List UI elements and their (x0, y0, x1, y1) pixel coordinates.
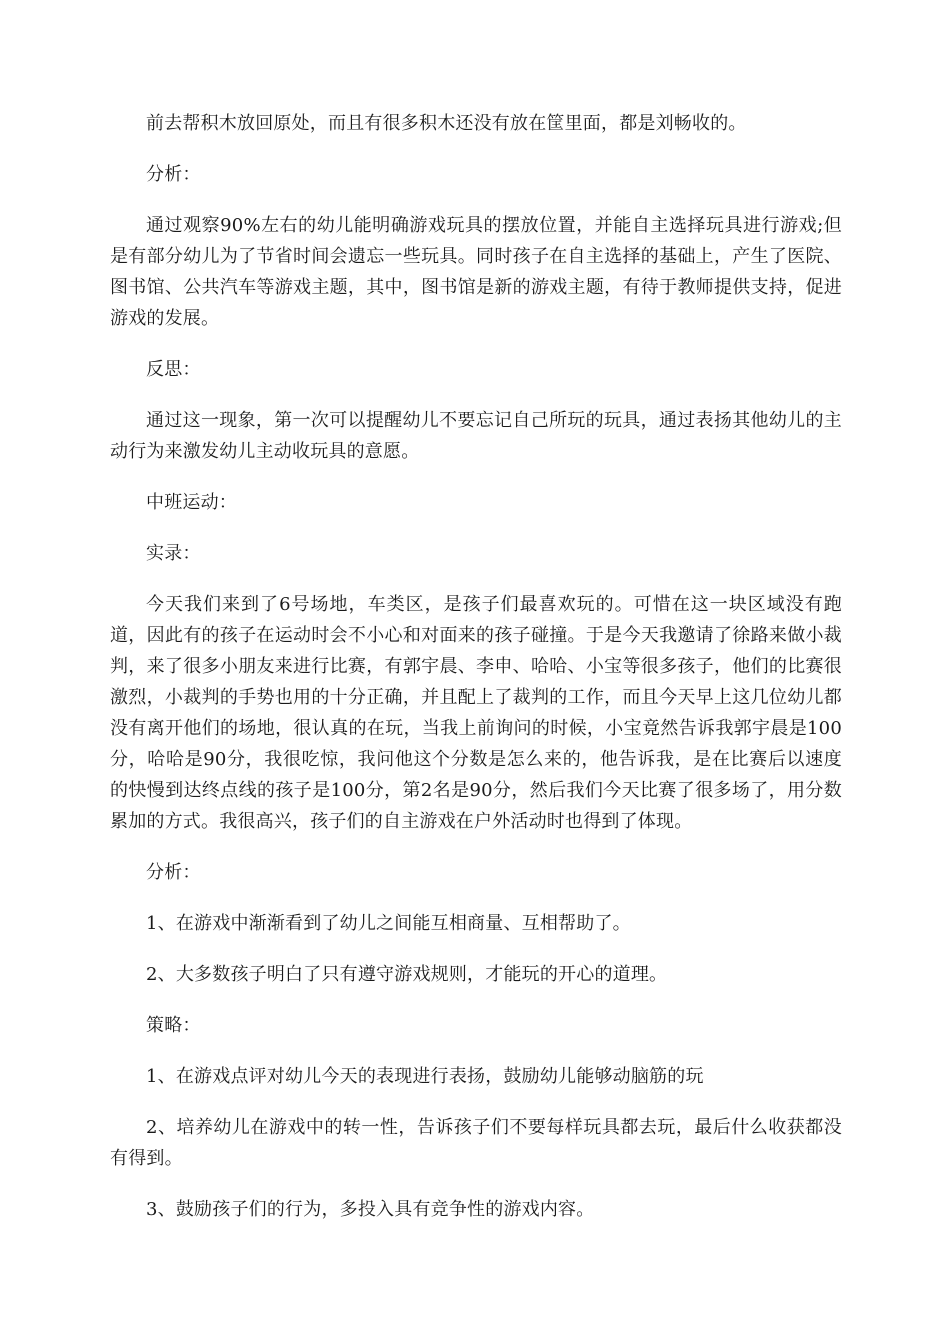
list-item-analysis-1: 1、在游戏中渐渐看到了幼儿之间能互相商量、互相帮助了。 (146, 913, 631, 934)
paragraph-reflection: 通过这一现象，第一次可以提醒幼儿不要忘记自己所玩的玩具，通过表扬其他幼儿的主动行为来激发幼儿主动收玩具的意愿。 (110, 410, 842, 462)
heading-record: 实录： (146, 543, 201, 564)
heading-strategy: 策略： (146, 1015, 201, 1036)
paragraph-continuation: 前去帮积木放回原处，而且有很多积木还没有放在筐里面，都是刘畅收的。 (146, 113, 747, 134)
paragraph-observation: 通过观察90%左右的幼儿能明确游戏玩具的摆放位置，并能自主选择玩具进行游戏;但是有部分幼儿为了节省时间会遗忘一些玩具。同时孩子在自主选择的基础上，产生了医院、图书馆、公共汽车等游戏主题，其中，图书馆是新的游戏主题，有待于教师提供支持，促进游戏的发展。 (110, 215, 842, 329)
heading-analysis-1: 分析： (146, 164, 201, 185)
heading-middle-class-sports: 中班运动： (146, 492, 237, 513)
heading-reflection: 反思： (146, 359, 201, 380)
paragraph-record: 今天我们来到了6号场地，车类区，是孩子们最喜欢玩的。可惜在这一块区域没有跑道，因此有的孩子在运动时会不小心和对面来的孩子碰撞。于是今天我邀请了徐路来做小裁判，来了很多小朋友来进行比赛，有郭宇晨、李申、哈哈、小宝等很多孩子，他们的比赛很激烈，小裁判的手势也用的十分正确，并且配上了裁判的工作，而且今天早上这几位幼儿都没有离开他们的场地，很认真的在玩，当我上前询问的时候，小宝竟然告诉我郭宇晨是100分，哈哈是90分，我很吃惊，我问他这个分数是怎么来的，他告诉我，是在比赛后以速度的快慢到达终点线的孩子是100分，第2名是90分，然后我们今天比赛了很多场了，用分数累加的方式。我很高兴，孩子们的自主游戏在户外活动时也得到了体现。 (110, 594, 842, 832)
list-item-strategy-1: 1、在游戏点评对幼儿今天的表现进行表扬，鼓励幼儿能够动脑筋的玩 (146, 1066, 704, 1087)
list-item-strategy-2: 2、培养幼儿在游戏中的转一性，告诉孩子们不要每样玩具都去玩，最后什么收获都没有得到。 (110, 1117, 842, 1169)
list-item-analysis-2: 2、大多数孩子明白了只有遵守游戏规则，才能玩的开心的道理。 (146, 964, 668, 985)
list-item-strategy-3: 3、鼓励孩子们的行为，多投入具有竞争性的游戏内容。 (146, 1199, 595, 1220)
heading-analysis-2: 分析： (146, 862, 201, 883)
document-body (110, 108, 842, 1245)
